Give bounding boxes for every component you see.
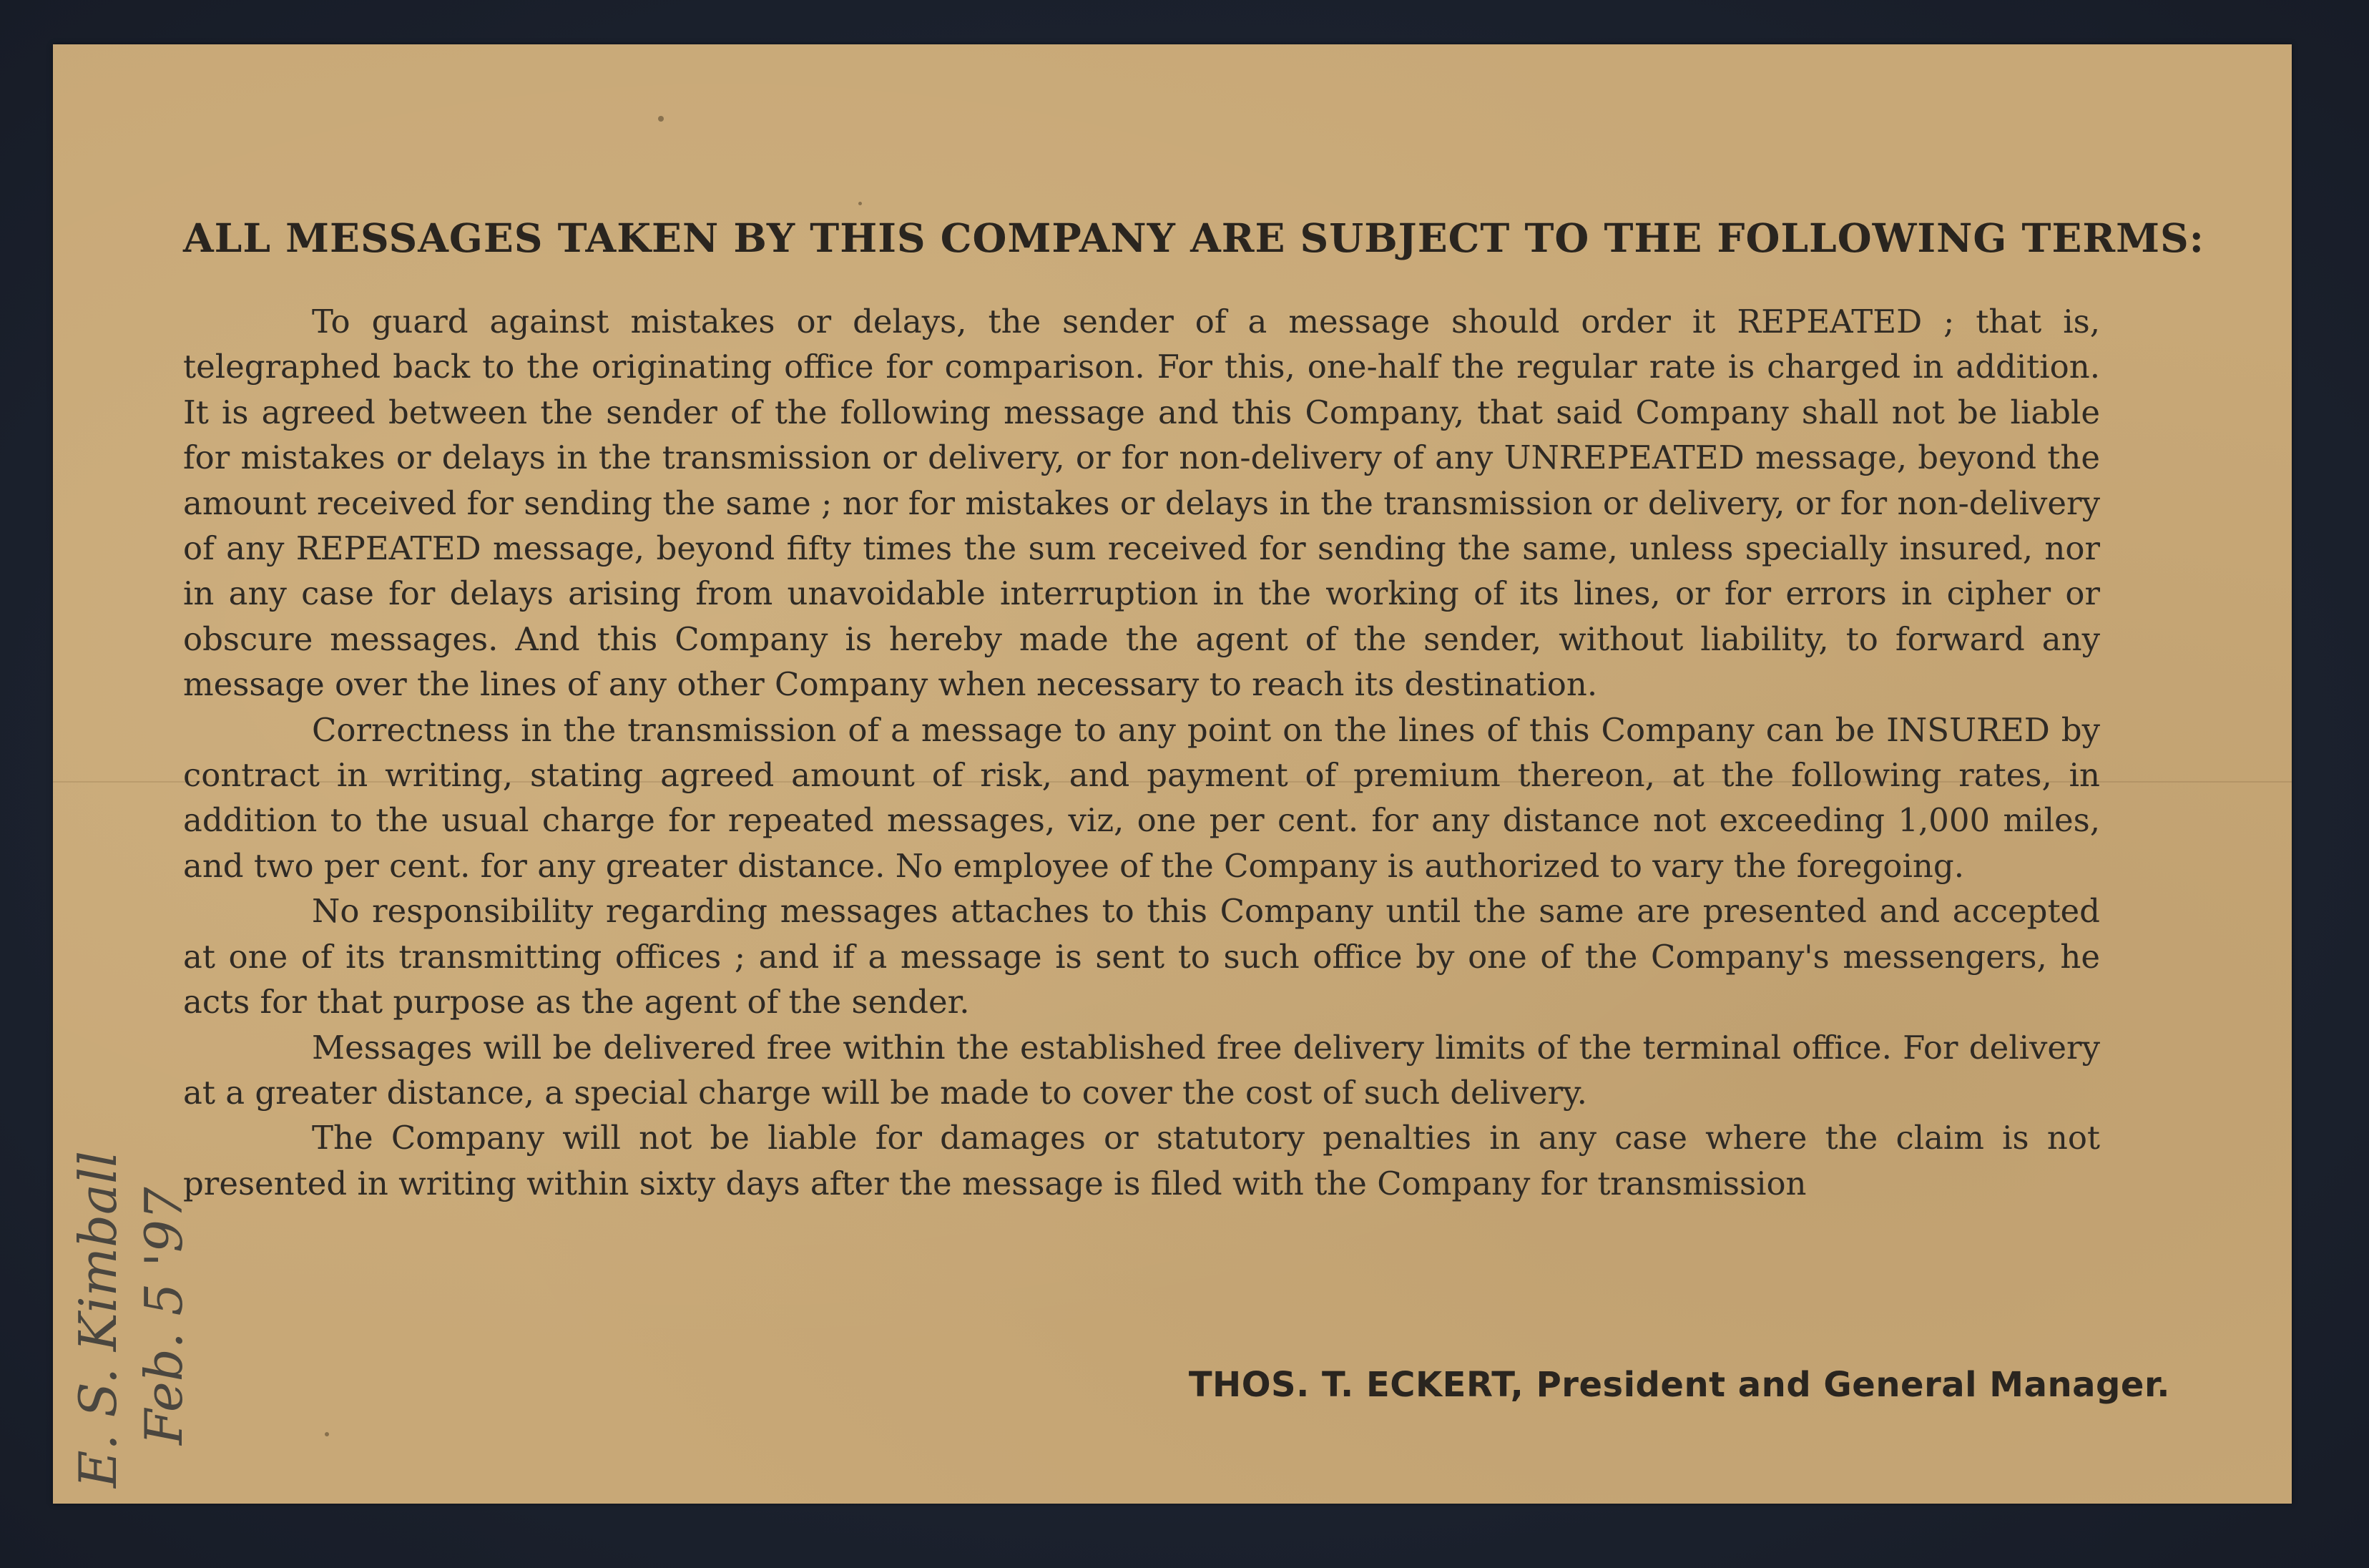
paper-speck — [325, 1432, 329, 1436]
handwritten-annotation — [68, 930, 197, 1488]
terms-paragraph-insured: Correctness in the transmission of a message to any point on the lines of this Company can be INSURED by contract in writing, stating agreed amount of risk, and payment of premium thereon, at the following rates, in addition to the usual charge for repeated messages, viz, one per cent. for any distance not exceeding 1,000 miles, and two per cent. for any greater distance. No employee of the Company is authorized to vary the foregoing. — [183, 710, 2100, 885]
paper-speck — [858, 202, 862, 205]
terms-paragraph-claims: The Company will not be liable for damages or statutory penalties in any case where the claim is not presented in writing within sixty days after the message is filed with the Company for transmission — [183, 1119, 2100, 1202]
terms-paragraph-repeated: To guard against mistakes or delays, the sender of a message should order it REPEATED ; that is, telegraphed back to the originating office for comparison. For this, one-half the regular rate is charged in addition. It is agreed between the sender of the following message and this Company, that said Company shall not be liable for mistakes or delays in the transmission or delivery, or for non-delivery of any UNREPEATED message, beyond the amount received for sending the same ; nor for mistakes or delays in the transmission or delivery, or for non-delivery of any REPEATED message, beyond fifty times the sum received for sending the same, unless specially insured, nor in any case for delays arising from unavoidable interruption in the working of its lines, or for errors in cipher or obscure messages. And this Company is hereby made the agent of the sender, without liability, to forward any message over the lines of any other Company when necessary to reach its destination. — [183, 303, 2100, 704]
terms-body — [183, 299, 2100, 1206]
company-signature: THOS. T. ECKERT, President and General Manager. — [1188, 1365, 2170, 1405]
paper-speck — [658, 116, 664, 122]
terms-paragraph-responsibility: No responsibility regarding messages attaches to this Company until the same are presented and accepted at one of its transmitting offices ; and if a message is sent to such office by one of the Company's messengers, he acts for that purpose as the agent of the sender. — [183, 892, 2100, 1021]
handwritten-name: E. S. Kimball — [68, 1150, 128, 1488]
terms-heading: ALL MESSAGES TAKEN BY THIS COMPANY ARE SUBJECT TO THE FOLLOWING TERMS: — [183, 215, 2204, 261]
terms-paragraph-delivery: Messages will be delivered free within the established free delivery limits of the terminal office. For delivery at a greater distance, a special charge will be made to cover the cost of such delivery. — [183, 1028, 2100, 1112]
handwritten-date: Feb. 5 '97 — [134, 1187, 194, 1445]
